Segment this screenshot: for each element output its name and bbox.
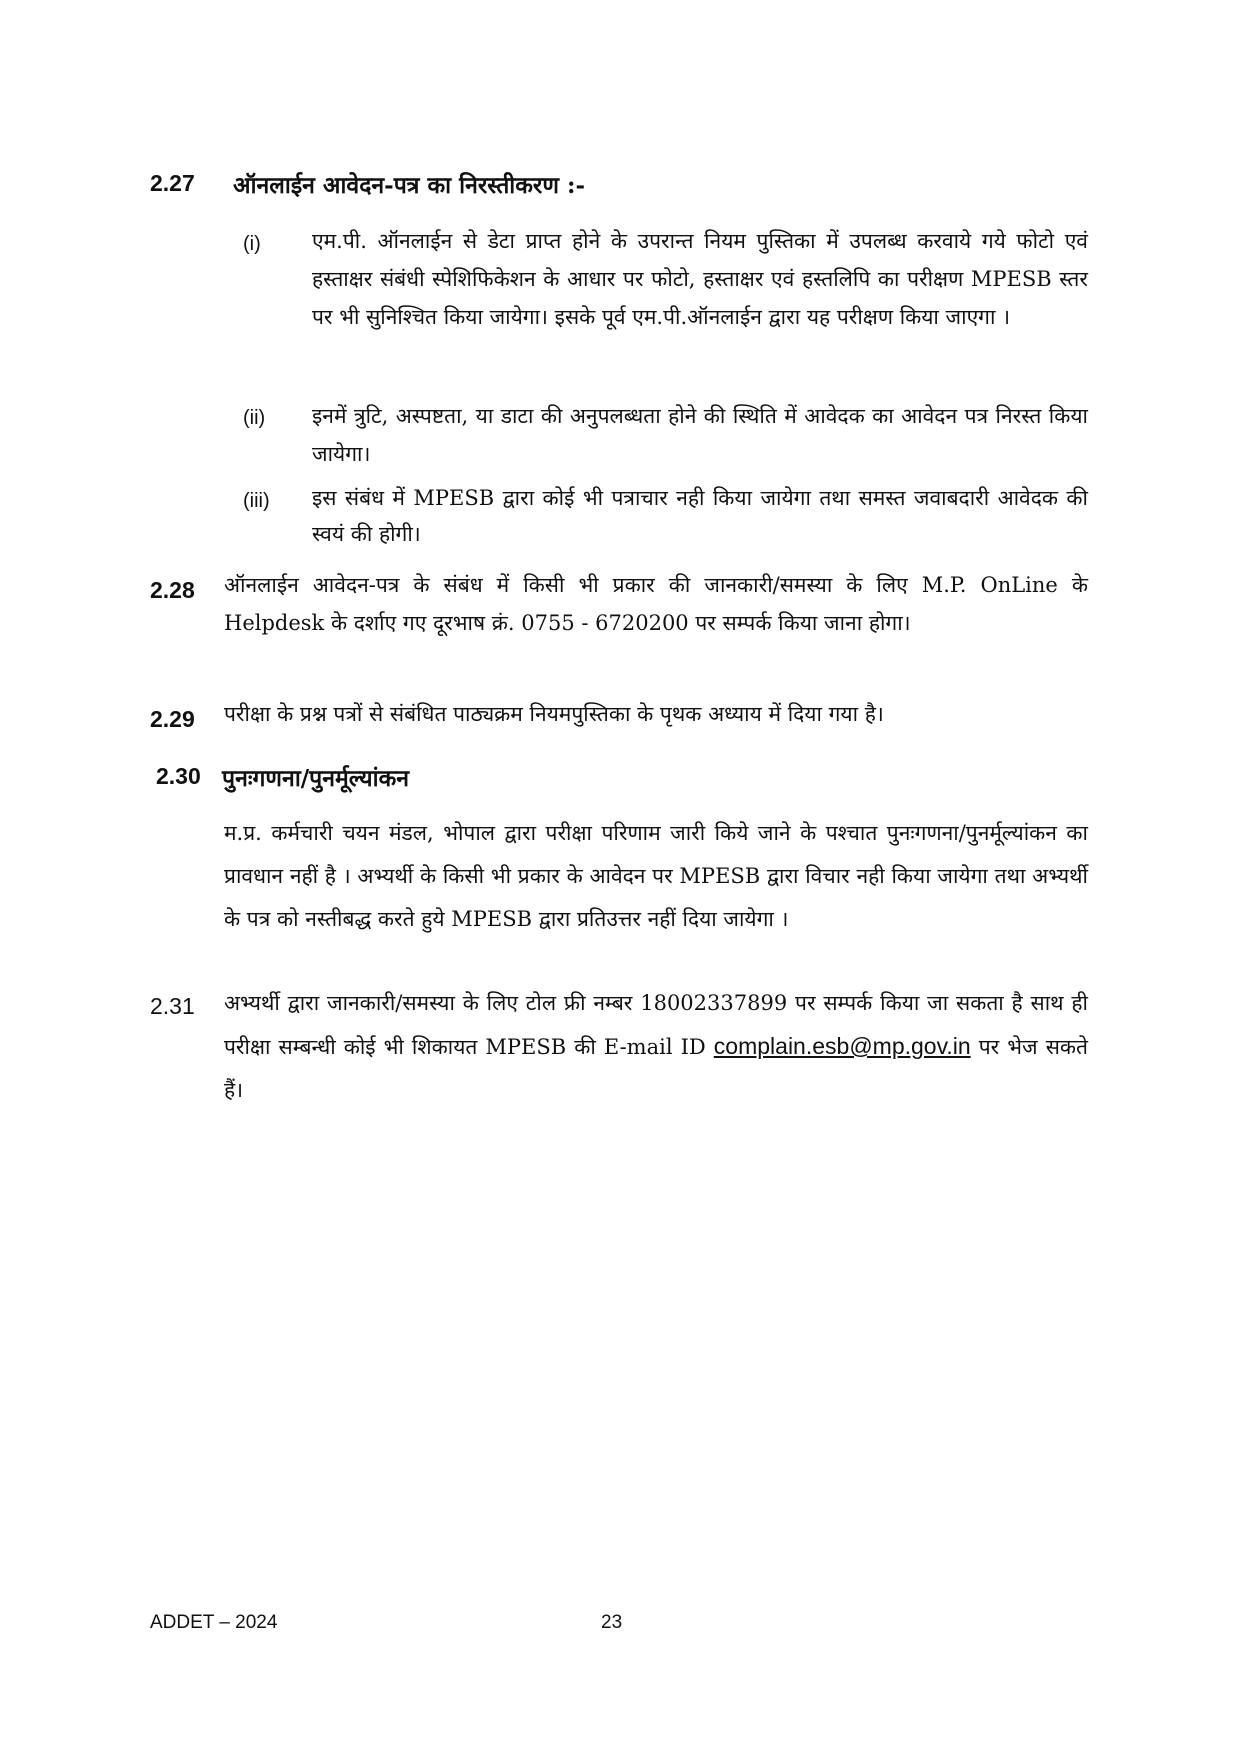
item-marker-i: (i) bbox=[243, 233, 261, 255]
section-text-2-28: ऑनलाईन आवेदन-पत्र के संबंध में किसी भी प्रकार की जानकारी/समस्या के लिए M.P. OnLine के Helpdesk के दर्शाए गए दूरभाष क्रं. 0755 - 6720200 पर सम्पर्क किया जाना होगा। bbox=[224, 573, 1088, 635]
item-text-ii: इनमें त्रुटि, अस्पष्टता, या डाटा की अनुपलब्धता होने की स्थिति में आवेदक का आवेदन पत्र निरस्त किया जायेगा। bbox=[312, 404, 1088, 466]
section-text-2-31 bbox=[224, 982, 1088, 1112]
section-text-2-29: परीक्षा के प्रश्न पत्रों से संबंधित पाठ्यक्रम नियमपुस्तिका के पृथक अध्याय में दिया गया है। bbox=[224, 702, 884, 726]
item-text-iii: इस संबंध में MPESB द्वारा कोई भी पत्राचार नही किया जायेगा तथा समस्त जवाबदारी आवेदक की स्वयं की होगी। bbox=[312, 486, 1088, 546]
section-number-2-31: 2.31 bbox=[150, 993, 195, 1019]
section-number-2-27: 2.27 bbox=[150, 170, 195, 196]
section-number-2-29: 2.29 bbox=[150, 706, 195, 732]
item-text-i: एम.पी. ऑनलाईन से डेटा प्राप्त होने के उपरान्त नियम पुस्तिका में उपलब्ध करवाये गये फोटो एवं हस्ताक्षर संबंधी स्पेशिफिकेशन के आधार पर फोटो, हस्ताक्षर एवं हस्तलिपि का परीक्षण MPESB स्तर पर भी सुनिश्चित किया जायेगा। इसके पूर्व एम.पी.ऑनलाईन द्वारा यह परीक्षण किया जाएगा । bbox=[312, 229, 1088, 329]
section-text-2-31-tail: पर भेज सकते हैं। bbox=[224, 1035, 1088, 1102]
section-number-2-28: 2.28 bbox=[150, 577, 195, 603]
section-heading-2-27: ऑनलाईन आवेदन-पत्र का निरस्तीकरण :- bbox=[233, 172, 586, 199]
item-marker-iii: (iii) bbox=[243, 490, 270, 512]
section-heading-2-30: पुनःगणना/पुनर्मूल्यांकन bbox=[222, 765, 409, 792]
footer-doc-code: ADDET – 2024 bbox=[150, 1612, 278, 1633]
item-marker-ii: (ii) bbox=[243, 407, 266, 429]
section-text-2-30: म.प्र. कर्मचारी चयन मंडल, भोपाल द्वारा परीक्षा परिणाम जारी किये जाने के पश्चात पुनःगणना/पुनर्मूल्यांकन का प्रावधान नहीं है । अभ्यर्थी के किसी भी प्रकार के आवेदन पर MPESB द्वारा विचार नही किया जायेगा तथा अभ्यर्थी के पत्र को नस्तीबद्ध करते हुये MPESB द्वारा प्रतिउत्तर नहीं दिया जायेगा । bbox=[224, 821, 1088, 931]
complaint-email-link[interactable]: complain.esb@mp.gov.in bbox=[713, 1033, 971, 1059]
section-text-2-31-body: अभ्यर्थी द्वारा जानकारी/समस्या के लिए टोल फ्री नम्बर 18002337899 पर सम्पर्क किया जा सकता है साथ ही परीक्षा सम्बन्धी कोई भी शिकायत MPESB की E-mail ID bbox=[224, 991, 1088, 1059]
section-number-2-30: 2.30 bbox=[156, 763, 201, 789]
footer-page-number: 23 bbox=[601, 1612, 623, 1633]
